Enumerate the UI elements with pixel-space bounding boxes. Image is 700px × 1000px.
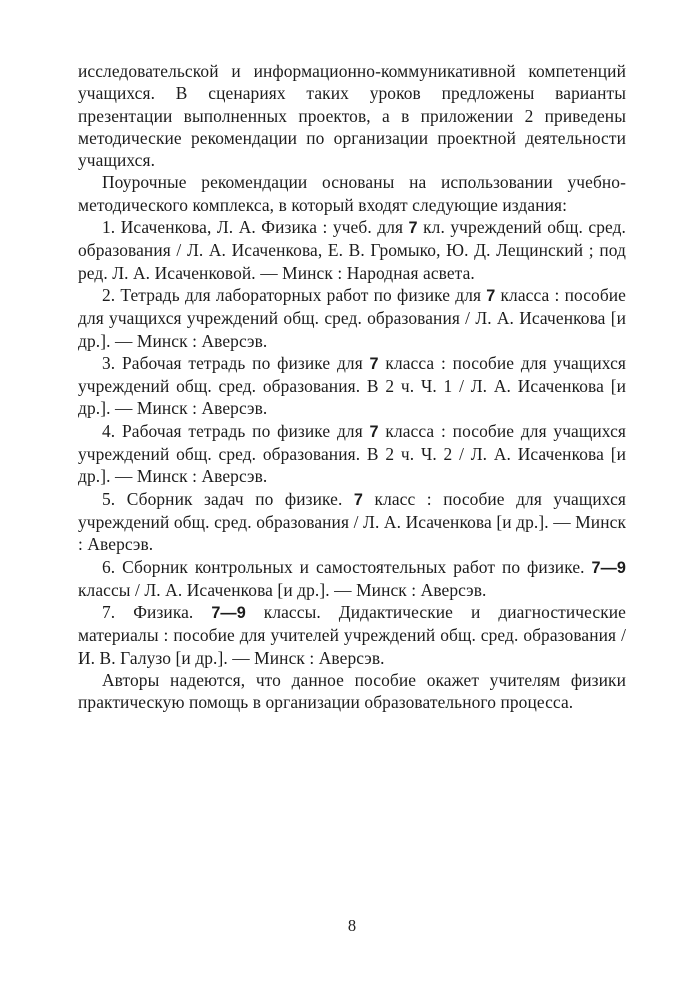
paragraph: 1. Исаченкова, Л. А. Физика : учеб. для 7 кл. учреждений общ. сред. образования / Л. А. Исаченкова, Е. В. Громыко, Ю. Д. Лещинский ; под ред. Л. А. Исаченковой. — Минск : Народная асвета. bbox=[78, 217, 626, 283]
page-number: 8 bbox=[347, 916, 357, 935]
paragraph: 4. Рабочая тетрадь по физике для 7 класса : пособие для учащихся учреждений общ. сред. образования. В 2 ч. Ч. 2 / Л. А. Исаченкова [и др.]. — Минск : Аверсэв. bbox=[78, 420, 626, 487]
bold-class-number: 7—9 bbox=[591, 558, 626, 577]
paragraph: исследовательской и информационно-коммуникативной компетенций учащихся. В сценариях таких уроков предложены варианты презентации выполненных проектов, а в приложении 2 приведены методические рекомендации по организации проектной деятельности учащихся. bbox=[78, 61, 626, 171]
paragraph: 5. Сборник задач по физике. 7 класс : пособие для учащихся учреждений общ. сред. образования / Л. А. Исаченкова [и др.]. — Минск : Аверсэв. bbox=[78, 488, 626, 555]
paragraph: 2. Тетрадь для лабораторных работ по физике для 7 класса : пособие для учащихся учреждений общ. сред. образования / Л. А. Исаченкова [и др.]. — Минск : Аверсэв. bbox=[78, 284, 626, 351]
bold-class-number: 7—9 bbox=[211, 604, 246, 623]
bold-class-number: 7 bbox=[408, 219, 418, 238]
paragraph: 6. Сборник контрольных и самостоятельных работ по физике. 7—9 классы / Л. А. Исаченкова [и др.]. — Минск : Аверсэв. bbox=[78, 556, 626, 600]
paragraph: Поурочные рекомендации основаны на использовании учебно-методического комплекса, в который входят следующие издания: bbox=[78, 172, 626, 215]
bold-class-number: 7 bbox=[369, 354, 379, 373]
bold-class-number: 7 bbox=[369, 422, 379, 441]
text-block bbox=[78, 60, 626, 714]
bold-class-number: 7 bbox=[486, 286, 496, 305]
paragraph: Авторы надеются, что данное пособие окажет учителям физики практическую помощь в организации образовательного процесса. bbox=[78, 670, 626, 713]
paragraph: 3. Рабочая тетрадь по физике для 7 класса : пособие для учащихся учреждений общ. сред. образования. В 2 ч. Ч. 1 / Л. А. Исаченкова [и др.]. — Минск : Аверсэв. bbox=[78, 352, 626, 419]
paragraph: 7. Физика. 7—9 классы. Дидактические и диагностические материалы : пособие для учителей учреждений общ. сред. образования / И. В. Галузо [и др.]. — Минск : Аверсэв. bbox=[78, 602, 626, 668]
bold-class-number: 7 bbox=[353, 490, 364, 509]
